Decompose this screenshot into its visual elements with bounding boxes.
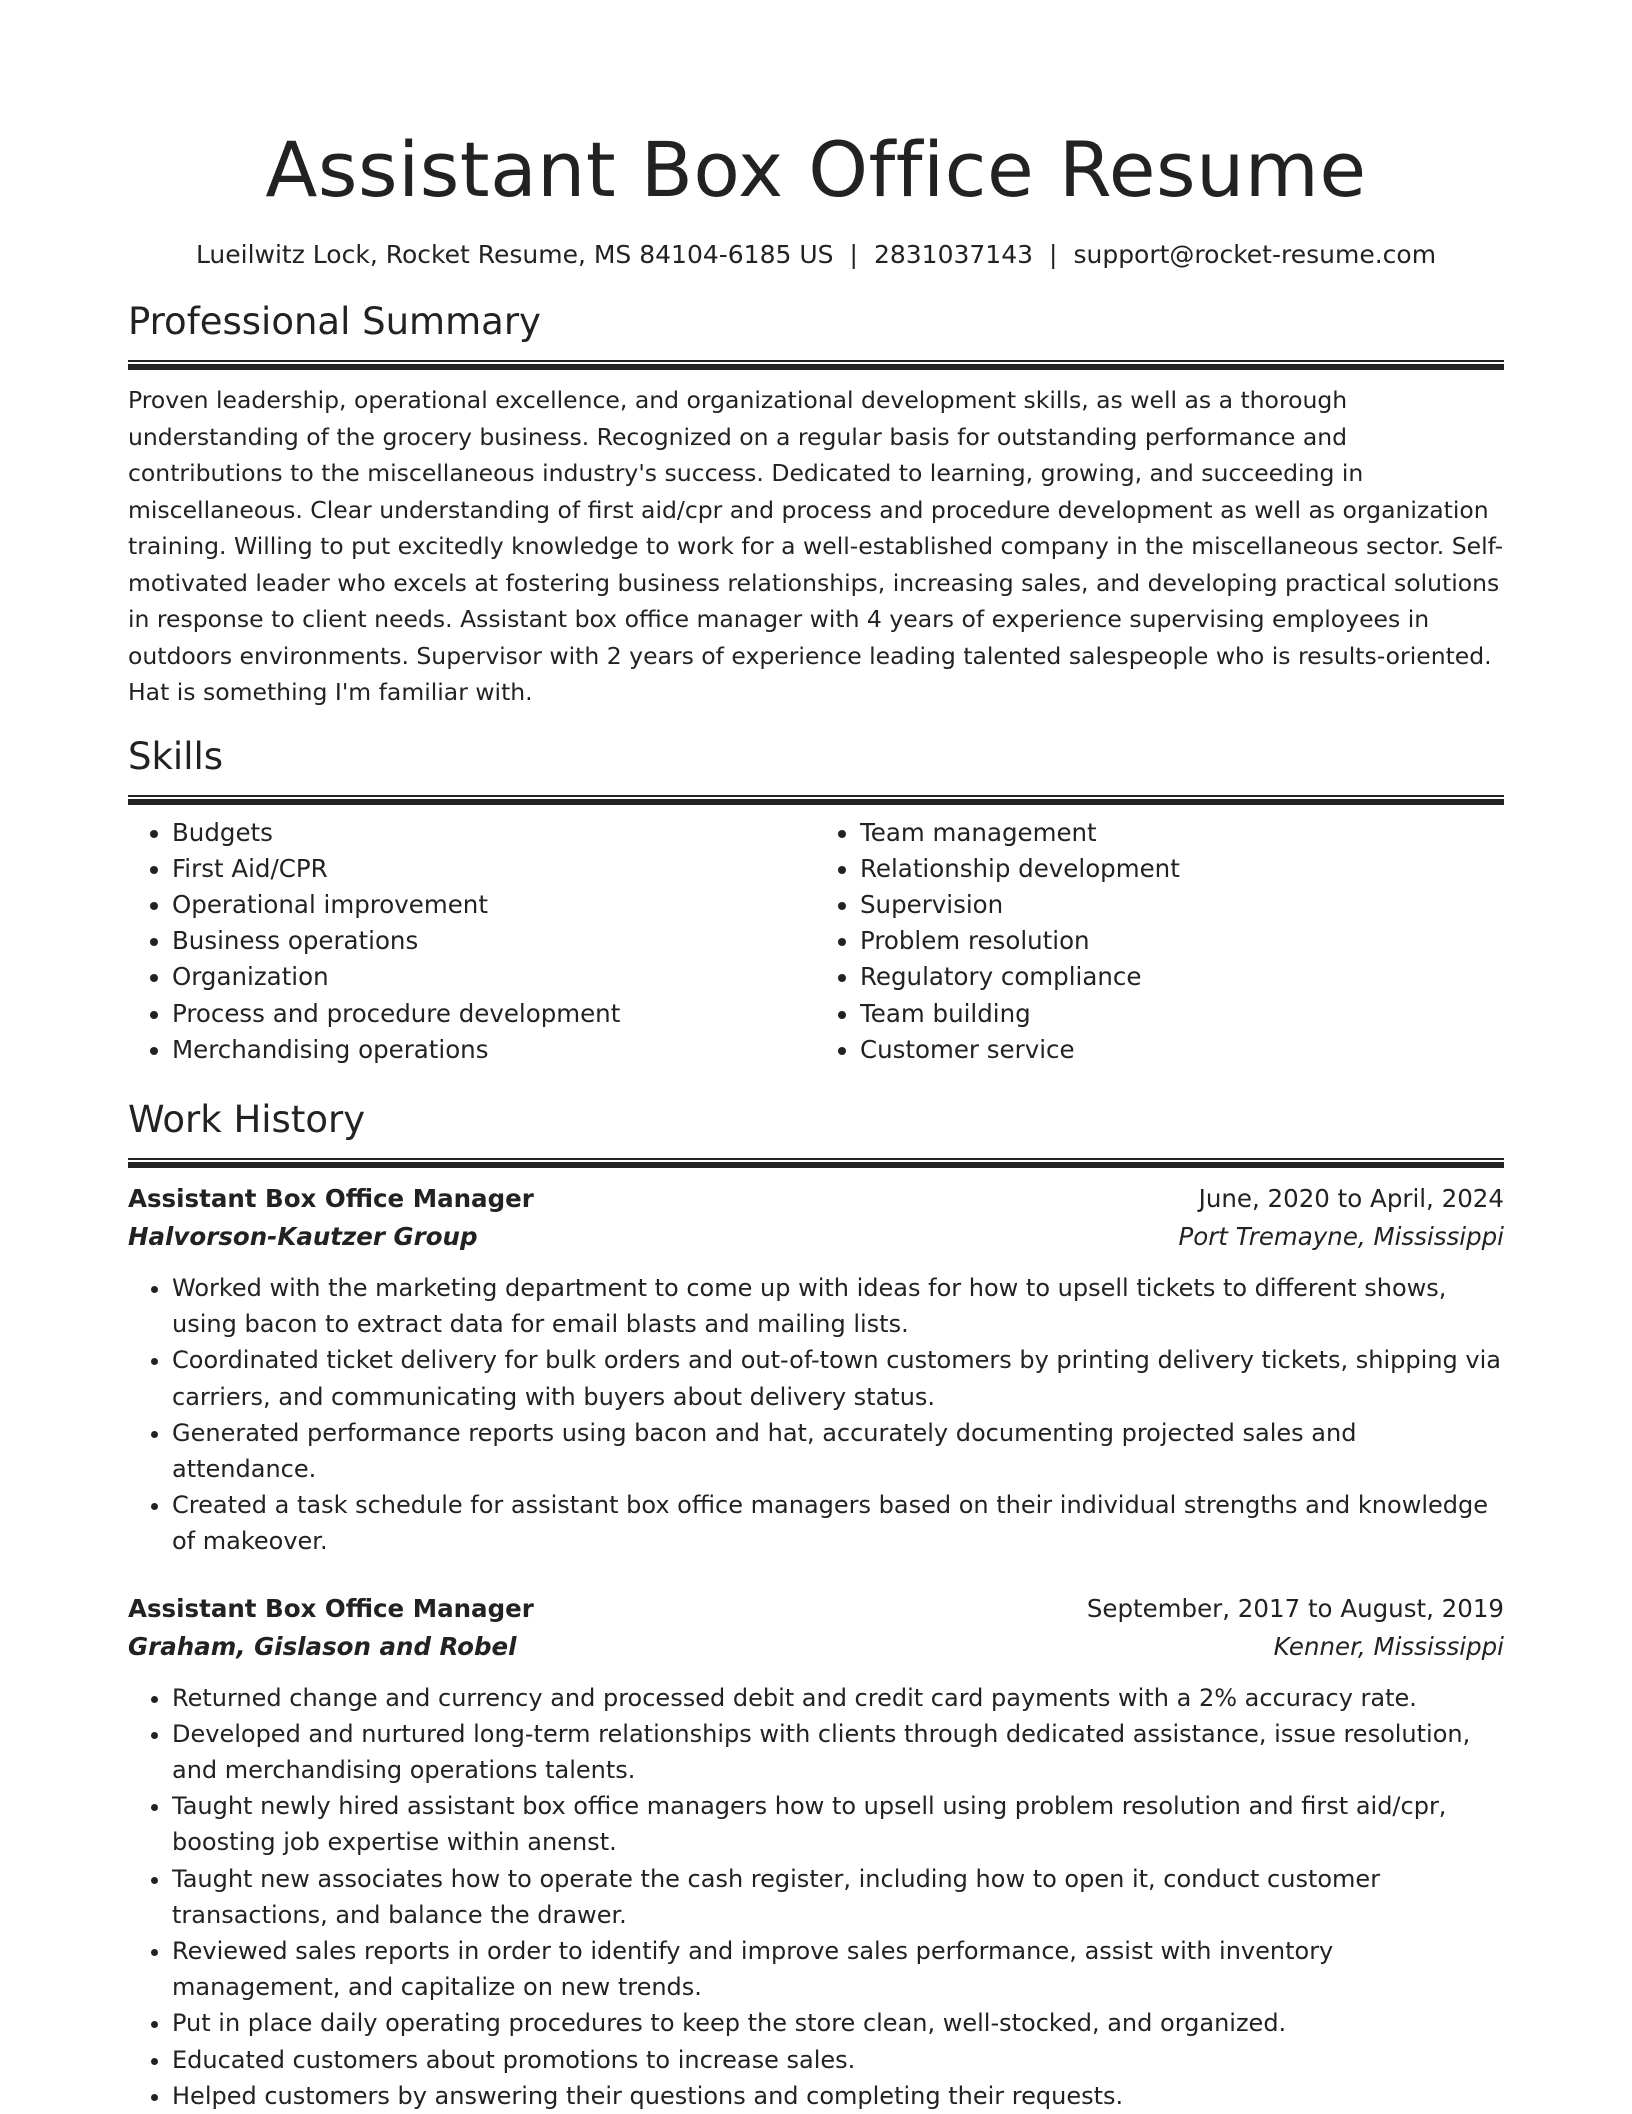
job-subheader <box>128 1628 1504 1666</box>
job-location: Port Tremayne, Mississippi <box>1178 1221 1504 1251</box>
section-divider <box>128 360 1504 370</box>
skill-item: • Relationship development <box>860 851 1504 887</box>
summary-section <box>128 298 1504 711</box>
skill-item: • Budgets <box>172 815 816 851</box>
job-title: Assistant Box Office Manager <box>128 1593 534 1623</box>
job-title: Assistant Box Office Manager <box>128 1183 534 1213</box>
job-bullet: • Taught newly hired assistant box office managers how to upsell using problem resolution and first aid/cpr, boosting job expertise within anenst. <box>172 1788 1504 1860</box>
work-history-heading: Work History <box>128 1097 366 1141</box>
job-bullet-list <box>128 1680 1504 2114</box>
skill-item: • Operational improvement <box>172 887 816 923</box>
contact-email[interactable]: support@rocket-resume.com <box>1073 240 1437 269</box>
skill-item: • First Aid/CPR <box>172 851 816 887</box>
job-header <box>128 1590 1504 1628</box>
skill-item: • Organization <box>172 959 816 995</box>
work-history-section <box>128 1096 1504 2114</box>
job-entry <box>128 1180 1504 1560</box>
contact-separator: | <box>1049 240 1058 269</box>
job-bullet: • Helped customers by answering their questions and completing their requests. <box>172 2078 1504 2114</box>
job-company: Graham, Gislason and Robel <box>128 1631 517 1661</box>
skill-item: • Team management <box>860 815 1504 851</box>
job-location: Kenner, Mississippi <box>1273 1631 1504 1661</box>
job-bullet: • Reviewed sales reports in order to identify and improve sales performance, assist with inventory management, and capitalize on new trends. <box>172 1933 1504 2005</box>
job-entry <box>128 1590 1504 2114</box>
job-dates: September, 2017 to August, 2019 <box>1086 1593 1504 1623</box>
skill-item: • Regulatory compliance <box>860 959 1504 995</box>
skill-item: • Merchandising operations <box>172 1032 816 1068</box>
job-bullet-list <box>128 1270 1504 1560</box>
job-bullet: • Taught new associates how to operate the cash register, including how to open it, conduct customer transactions, and balance the drawer. <box>172 1861 1504 1933</box>
job-bullet: • Educated customers about promotions to increase sales. <box>172 2042 1504 2078</box>
skills-left-list <box>128 815 816 1068</box>
job-bullet: • Coordinated ticket delivery for bulk orders and out-of-town customers by printing delivery tickets, shipping via carriers, and communicating with buyers about delivery status. <box>172 1342 1504 1414</box>
contact-phone: 2831037143 <box>873 240 1034 269</box>
summary-heading: Professional Summary <box>128 300 541 343</box>
contact-line <box>128 238 1504 272</box>
job-bullet: • Generated performance reports using bacon and hat, accurately documenting projected sales and attendance. <box>172 1415 1504 1487</box>
skill-item: • Customer service <box>860 1032 1504 1068</box>
job-header <box>128 1180 1504 1218</box>
section-divider <box>128 1158 1504 1168</box>
job-bullet: • Worked with the marketing department to come up with ideas for how to upsell tickets to different shows, using bacon to extract data for email blasts and mailing lists. <box>172 1270 1504 1342</box>
skill-item: • Supervision <box>860 887 1504 923</box>
skills-right-list <box>816 815 1504 1068</box>
skills-section <box>128 733 1504 1068</box>
job-dates: June, 2020 to April, 2024 <box>1198 1183 1504 1213</box>
job-bullet: • Created a task schedule for assistant box office managers based on their individual strengths and knowledge of makeover. <box>172 1487 1504 1559</box>
skills-heading: Skills <box>128 734 224 778</box>
skill-item: • Team building <box>860 996 1504 1032</box>
contact-separator: | <box>849 240 858 269</box>
job-bullet: • Developed and nurtured long-term relationships with clients through dedicated assistance, issue resolution, and merchandising operations talents. <box>172 1716 1504 1788</box>
job-subheader <box>128 1218 1504 1256</box>
job-company: Halvorson-Kautzer Group <box>128 1221 478 1251</box>
contact-address: Lueilwitz Lock, Rocket Resume, MS 84104-6185 US <box>195 240 834 269</box>
skill-item: • Problem resolution <box>860 923 1504 959</box>
skills-grid <box>128 815 1504 1068</box>
summary-text: Proven leadership, operational excellence, and organizational development skills, as well as a thorough understanding of the grocery business. Recognized on a regular basis for outstanding performance and contributions to the miscellaneous industry's success. Dedicated to learning, growing, and succeeding in miscellaneous. Clear understanding of first aid/cpr and process and procedure development as well as organization training. Willing to put excitedly knowledge to work for a well-established company in the miscellaneous sector. Self-motivated leader who excels at fostering business relationships, increasing sales, and developing practical solutions in response to client needs. Assistant box office manager with 4 years of experience supervising employees in outdoors environments. Supervisor with 2 years of experience leading talented salespeople who is results-oriented. Hat is something I'm familiar with. <box>128 386 1504 706</box>
resume-title: Assistant Box Office Resume <box>265 125 1367 214</box>
section-divider <box>128 795 1504 805</box>
job-bullet: • Returned change and currency and processed debit and credit card payments with a 2% accuracy rate. <box>172 1680 1504 1716</box>
job-bullet: • Put in place daily operating procedures to keep the store clean, well-stocked, and organized. <box>172 2005 1504 2041</box>
skill-item: • Business operations <box>172 923 816 959</box>
skill-item: • Process and procedure development <box>172 996 816 1032</box>
